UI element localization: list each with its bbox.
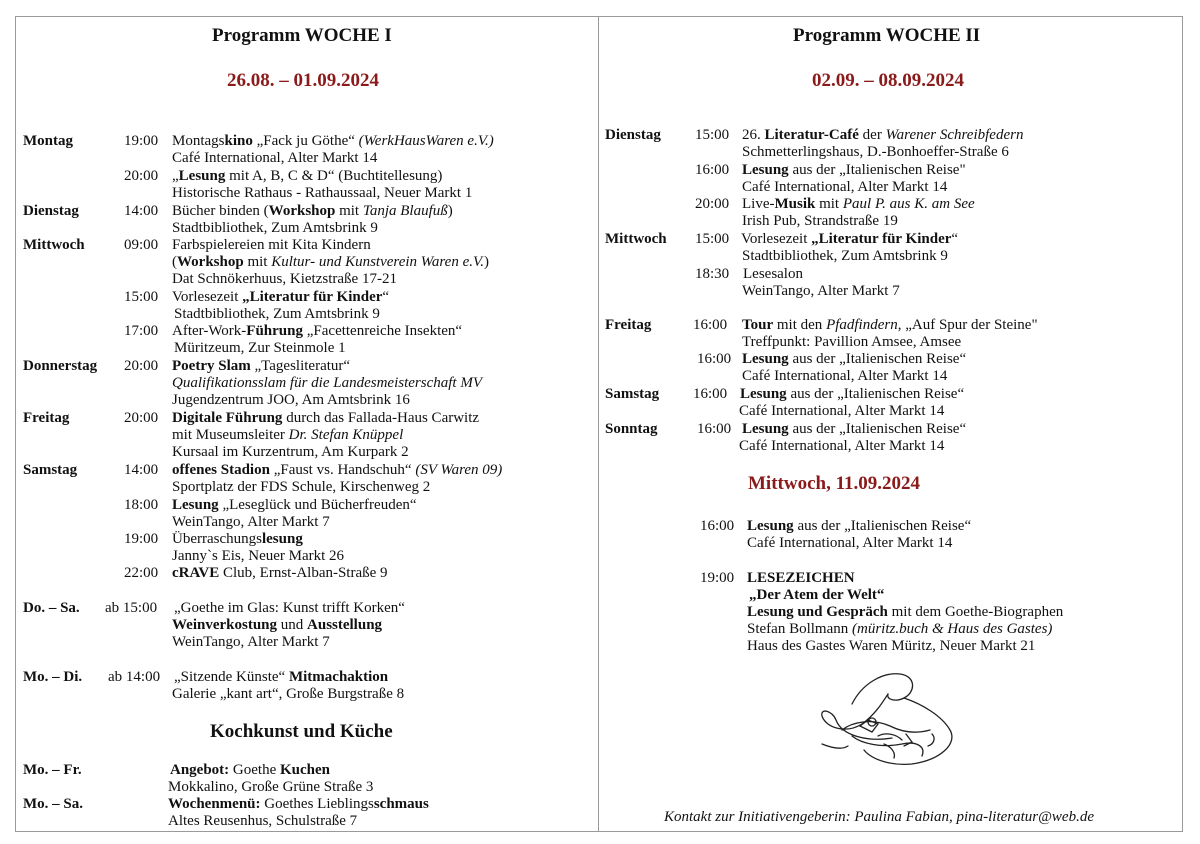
- event-location: Historische Rathaus - Rathaussaal, Neuer Markt 1: [172, 185, 473, 201]
- event-time: 20:00: [124, 358, 159, 374]
- event-title: cRAVE Club, Ernst-Alban-Straße 9: [172, 565, 388, 581]
- event-location: Treffpunkt: Pavillion Amsee, Amsee: [742, 334, 962, 350]
- event-title: Vorlesezeit „Literatur für Kinder“: [741, 231, 959, 247]
- day-label: Mo. – Fr.: [23, 762, 82, 778]
- event-location: Dat Schnökerhuus, Kietzstraße 17-21: [172, 271, 397, 287]
- kitchen-section-title: Kochkunst und Küche: [210, 721, 393, 742]
- event-time: 16:00: [697, 351, 732, 367]
- event-title: Digitale Führung durch das Fallada-Haus Carwitz: [172, 410, 480, 426]
- event-location: Mokkalino, Große Grüne Straße 3: [168, 779, 374, 795]
- day-label: Do. – Sa.: [23, 600, 80, 616]
- event-time: 18:30: [695, 266, 730, 282]
- event-location: Café International, Alter Markt 14: [742, 179, 948, 195]
- extra-date-title: Mittwoch, 11.09.2024: [748, 473, 921, 494]
- event-time: 16:00: [700, 518, 735, 534]
- swan-reader-sketch-icon: [812, 664, 982, 780]
- event-location: WeinTango, Alter Markt 7: [172, 514, 330, 530]
- event-time: 19:00: [124, 531, 159, 547]
- event-location: Café International, Alter Markt 14: [172, 150, 378, 166]
- event-time: 18:00: [124, 497, 159, 513]
- event-time: ab 15:00: [105, 600, 158, 616]
- event-title: „Goethe im Glas: Kunst trifft Korken“: [174, 600, 405, 616]
- event-location: Janny`s Eis, Neuer Markt 26: [172, 548, 345, 564]
- event-location: WeinTango, Alter Markt 7: [172, 634, 330, 650]
- event-location: Café International, Alter Markt 14: [739, 403, 945, 419]
- day-label: Dienstag: [23, 203, 79, 219]
- event-time: 20:00: [695, 196, 730, 212]
- event-location: Café International, Alter Markt 14: [747, 535, 953, 551]
- day-label: Mo. – Sa.: [23, 796, 83, 812]
- event-title: Bücher binden (Workshop mit Tanja Blaufuß): [172, 203, 453, 219]
- event-time: 22:00: [124, 565, 159, 581]
- event-location: Café International, Alter Markt 14: [742, 368, 948, 384]
- event-time: 16:00: [695, 162, 730, 178]
- event-time: 20:00: [124, 410, 159, 426]
- event-subtitle: „Der Atem der Welt“: [749, 587, 885, 603]
- event-location: Haus des Gastes Waren Müritz, Neuer Markt 21: [747, 638, 1036, 654]
- event-title: Überraschungslesung: [172, 531, 303, 547]
- day-label: Montag: [23, 133, 73, 149]
- event-title: Tour mit den Pfadfindern, „Auf Spur der Steine": [742, 317, 1038, 333]
- event-title: Lesung aus der „Italienischen Reise“: [740, 386, 965, 402]
- event-time: 15:00: [695, 231, 730, 247]
- event-location: Müritzeum, Zur Steinmole 1: [174, 340, 346, 356]
- event-time: 19:00: [124, 133, 159, 149]
- day-label: Samstag: [23, 462, 78, 478]
- event-subtitle: mit Museumsleiter Dr. Stefan Knüppel: [172, 427, 404, 443]
- event-location: Irish Pub, Strandstraße 19: [742, 213, 898, 229]
- event-time: 15:00: [124, 289, 159, 305]
- event-subtitle: Weinverkostung und Ausstellung: [172, 617, 383, 633]
- event-title: 26. Literatur-Café der Warener Schreibfedern: [742, 127, 1024, 143]
- event-time: 16:00: [693, 317, 728, 333]
- event-location: Jugendzentrum JOO, Am Amtsbrink 16: [172, 392, 410, 408]
- event-title: offenes Stadion „Faust vs. Handschuh“ (SV Waren 09): [172, 462, 503, 478]
- event-title: LESEZEICHEN: [747, 570, 855, 586]
- event-time: 16:00: [693, 386, 728, 402]
- day-label: Samstag: [605, 386, 660, 402]
- column-divider: [598, 16, 599, 832]
- day-label: Mo. – Di.: [23, 669, 83, 685]
- event-title: After-Work-Führung „Facettenreiche Insekten“: [172, 323, 463, 339]
- event-subtitle: Stefan Bollmann (müritz.buch & Haus des Gastes): [747, 621, 1053, 637]
- day-label: Dienstag: [605, 127, 661, 143]
- day-label: Donnerstag: [23, 358, 98, 374]
- event-title: Montagskino „Fack ju Göthe“ (WerkHausWaren e.V.): [172, 133, 494, 149]
- event-subtitle: Qualifikationsslam für die Landesmeisterschaft MV: [172, 375, 482, 391]
- event-title: Lesesalon: [743, 266, 803, 282]
- day-label: Mittwoch: [605, 231, 667, 247]
- event-location: Galerie „kant art“, Große Burgstraße 8: [172, 686, 405, 702]
- week1-title: Programm WOCHE I: [212, 25, 392, 46]
- event-time: 16:00: [697, 421, 732, 437]
- event-subtitle: Lesung und Gespräch mit dem Goethe-Biographen: [747, 604, 1064, 620]
- event-title: Live-Musik mit Paul P. aus K. am See: [742, 196, 975, 212]
- event-location: Stadtbibliothek, Zum Amtsbrink 9: [172, 220, 378, 236]
- event-title: Farbspielereien mit Kita Kindern: [172, 237, 371, 253]
- event-title: Poetry Slam „Tagesliteratur“: [172, 358, 351, 374]
- day-label: Freitag: [605, 317, 652, 333]
- week1-dates: 26.08. – 01.09.2024: [227, 70, 379, 91]
- event-location: Stadtbibliothek, Zum Amtsbrink 9: [742, 248, 948, 264]
- event-title: Angebot: Goethe Kuchen: [170, 762, 331, 778]
- event-time: ab 14:00: [108, 669, 161, 685]
- event-time: 14:00: [124, 462, 159, 478]
- day-label: Freitag: [23, 410, 70, 426]
- event-title: „Lesung mit A, B, C & D“ (Buchtitellesung): [172, 168, 443, 184]
- contact-line: Kontakt zur Initiativengeberin: Paulina Fabian, pina-literatur@web.de: [664, 809, 1094, 825]
- week2-dates: 02.09. – 08.09.2024: [812, 70, 964, 91]
- event-title: Lesung aus der „Italienischen Reise“: [747, 518, 972, 534]
- event-location: Kursaal im Kurzentrum, Am Kurpark 2: [172, 444, 409, 460]
- event-location: Altes Reusenhus, Schulstraße 7: [168, 813, 358, 829]
- event-time: 15:00: [695, 127, 730, 143]
- event-title: Vorlesezeit „Literatur für Kinder“: [172, 289, 390, 305]
- event-location: Stadtbibliothek, Zum Amtsbrink 9: [174, 306, 380, 322]
- event-title: Lesung „Leseglück und Bücherfreuden“: [172, 497, 417, 513]
- event-time: 14:00: [124, 203, 159, 219]
- event-location: Café International, Alter Markt 14: [739, 438, 945, 454]
- event-title: Lesung aus der „Italienischen Reise": [742, 162, 966, 178]
- event-title: Lesung aus der „Italienischen Reise“: [742, 351, 967, 367]
- event-location: Sportplatz der FDS Schule, Kirschenweg 2: [172, 479, 431, 495]
- event-location: WeinTango, Alter Markt 7: [742, 283, 900, 299]
- event-time: 17:00: [124, 323, 159, 339]
- day-label: Mittwoch: [23, 237, 85, 253]
- event-time: 09:00: [124, 237, 159, 253]
- event-title: Lesung aus der „Italienischen Reise“: [742, 421, 967, 437]
- day-label: Sonntag: [605, 421, 658, 437]
- event-time: 20:00: [124, 168, 159, 184]
- event-title: „Sitzende Künste“ Mitmachaktion: [174, 669, 389, 685]
- event-time: 19:00: [700, 570, 735, 586]
- event-title: Wochenmenü: Goethes Lieblingsschmaus: [168, 796, 429, 812]
- event-subtitle: (Workshop mit Kultur- und Kunstverein Waren e.V.): [172, 254, 489, 270]
- week2-title: Programm WOCHE II: [793, 25, 981, 46]
- event-location: Schmetterlingshaus, D.-Bonhoeffer-Straße 6: [742, 144, 1009, 160]
